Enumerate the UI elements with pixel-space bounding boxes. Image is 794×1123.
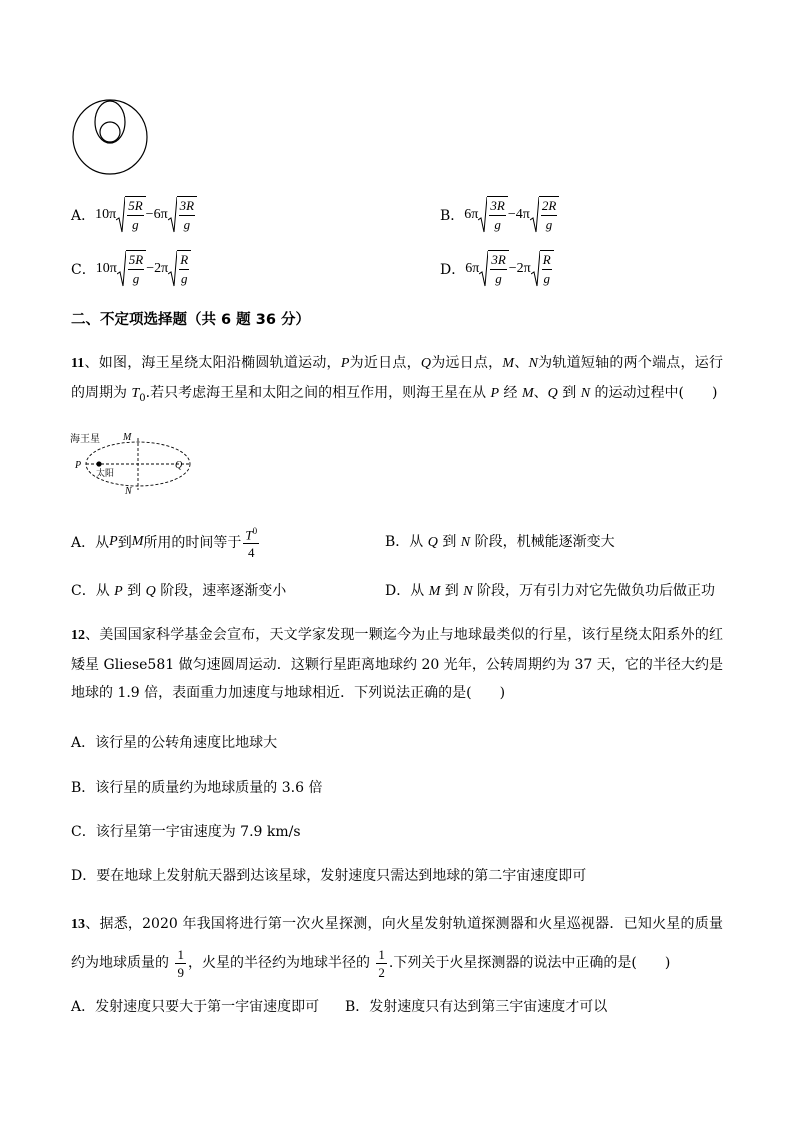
label-p: P <box>75 460 82 471</box>
q12-option-c[interactable]: C．该行星第一宇宙速度为 7.9 km/s <box>71 824 301 840</box>
coef-1: 6π <box>464 207 479 222</box>
coef-2: 2π <box>516 261 531 276</box>
q10-option-a[interactable] <box>71 195 197 235</box>
q10-option-c[interactable] <box>71 249 191 289</box>
sqrt-2: R g <box>168 250 191 288</box>
option-letter: A． <box>71 208 96 224</box>
coef-1: 6π <box>465 261 480 276</box>
coef-1: 10π <box>95 261 117 276</box>
q10-option-d[interactable] <box>440 249 554 289</box>
inner-circle <box>100 122 120 142</box>
q12-option-d[interactable]: D．要在地球上发射航天器到达该星球，发射速度只需达到地球的第二宇宙速度即可 <box>71 868 587 884</box>
q11-orbit-figure <box>68 428 198 500</box>
option-letter: D． <box>440 262 466 278</box>
fraction-1-2: $\frac{1}{2}$ <box>378 946 385 980</box>
operator: − <box>507 207 516 222</box>
planet-label: 海王星 <box>70 434 100 445</box>
sqrt-1: 5R g <box>116 196 145 234</box>
label-m: M <box>123 432 132 443</box>
label-n: N <box>125 486 132 497</box>
sqrt-2: 3R g <box>168 196 197 234</box>
label-q: Q <box>175 460 183 471</box>
q10-option-b[interactable] <box>440 195 559 235</box>
operator: − <box>145 207 154 222</box>
operator: − <box>508 261 517 276</box>
question-number: 12 <box>71 628 85 643</box>
q11-stem: 11、如图，海王星绕太阳沿椭圆轨道运动，P为近日点，Q为远日点，M、N为轨道短轴的两个端点，运行的周期为 $T_0$.若只考虑海王星和太阳之间的相互作用，则海王星在从 P 经 M、Q 到 N 的运动过程中( ) <box>71 355 724 404</box>
q11-option-a[interactable]: A． 从 P 到 M 所用的时间等于 $\frac{T^0}{4}$ <box>71 522 261 562</box>
q12-option-a[interactable]: A．该行星的公转角速度比地球大 <box>71 735 278 751</box>
sun-dot <box>96 461 101 466</box>
q10-figure <box>68 98 154 176</box>
coef-2: 6π <box>153 207 168 222</box>
q13-stem: 13、据悉，2020 年我国将进行第一次火星探测，向火星发射轨道探测器和火星巡视器．已知火星的质量约为地球质量的 $\frac{1}{9}$ ，火星的半径约为地球半径的 $\frac{1}{2}$ .下列关于火星探测器的说法中正确的是( ) <box>71 916 723 980</box>
sqrt-2: 2R g <box>530 196 559 234</box>
coef-2: 2π <box>154 261 169 276</box>
fraction-t0-over-4: $\frac{T^0}{4}$ <box>243 523 259 561</box>
operator: − <box>146 261 155 276</box>
q13-option-a[interactable]: A．发射速度只要大于第一宇宙速度即可 <box>71 999 320 1015</box>
question-number: 13 <box>71 917 85 932</box>
option-letter: B． <box>440 208 465 224</box>
question-number: 11 <box>71 356 85 371</box>
coef-1: 10π <box>95 207 117 222</box>
q12-option-b[interactable]: B．该行星的质量约为地球质量的 3.6 倍 <box>71 780 323 796</box>
q13-option-b[interactable]: B．发射速度只有达到第三宇宙速度才可以 <box>345 999 608 1015</box>
option-letter: C． <box>71 262 96 278</box>
outer-circle <box>73 100 147 174</box>
sqrt-1: 3R g <box>478 196 507 234</box>
sqrt-2: R g <box>531 250 554 288</box>
fraction-1-9: $\frac{1}{9}$ <box>177 946 184 980</box>
section-heading: 二、不定项选择题（共 6 题 36 分） <box>71 312 310 328</box>
sun-label: 太阳 <box>96 469 115 479</box>
q11-option-c[interactable]: C．从 P 到 Q 阶段，速率逐渐变小 <box>71 583 287 599</box>
q11-option-d[interactable]: D．从 M 到 N 阶段，万有引力对它先做负功后做正功 <box>385 583 716 599</box>
sqrt-1: 3R g <box>479 250 508 288</box>
sqrt-1: 5R g <box>117 250 146 288</box>
q12-stem: 12、美国国家科学基金会宣布，天文学家发现一颗迄今为止与地球最类似的行星，该行星绕太阳系外的红矮星 Gliese581 做匀速圆周运动．这颗行星距离地球约 20 光年，公转周期约为 37 天，它的半径大约是地球的 1.9 倍，表面重力加速度与地球相近．下列说法正确的是( ) <box>71 627 723 701</box>
q11-option-b[interactable]: B．从 Q 到 N 阶段，机械能逐渐变大 <box>385 534 615 550</box>
coef-2: 4π <box>515 207 530 222</box>
